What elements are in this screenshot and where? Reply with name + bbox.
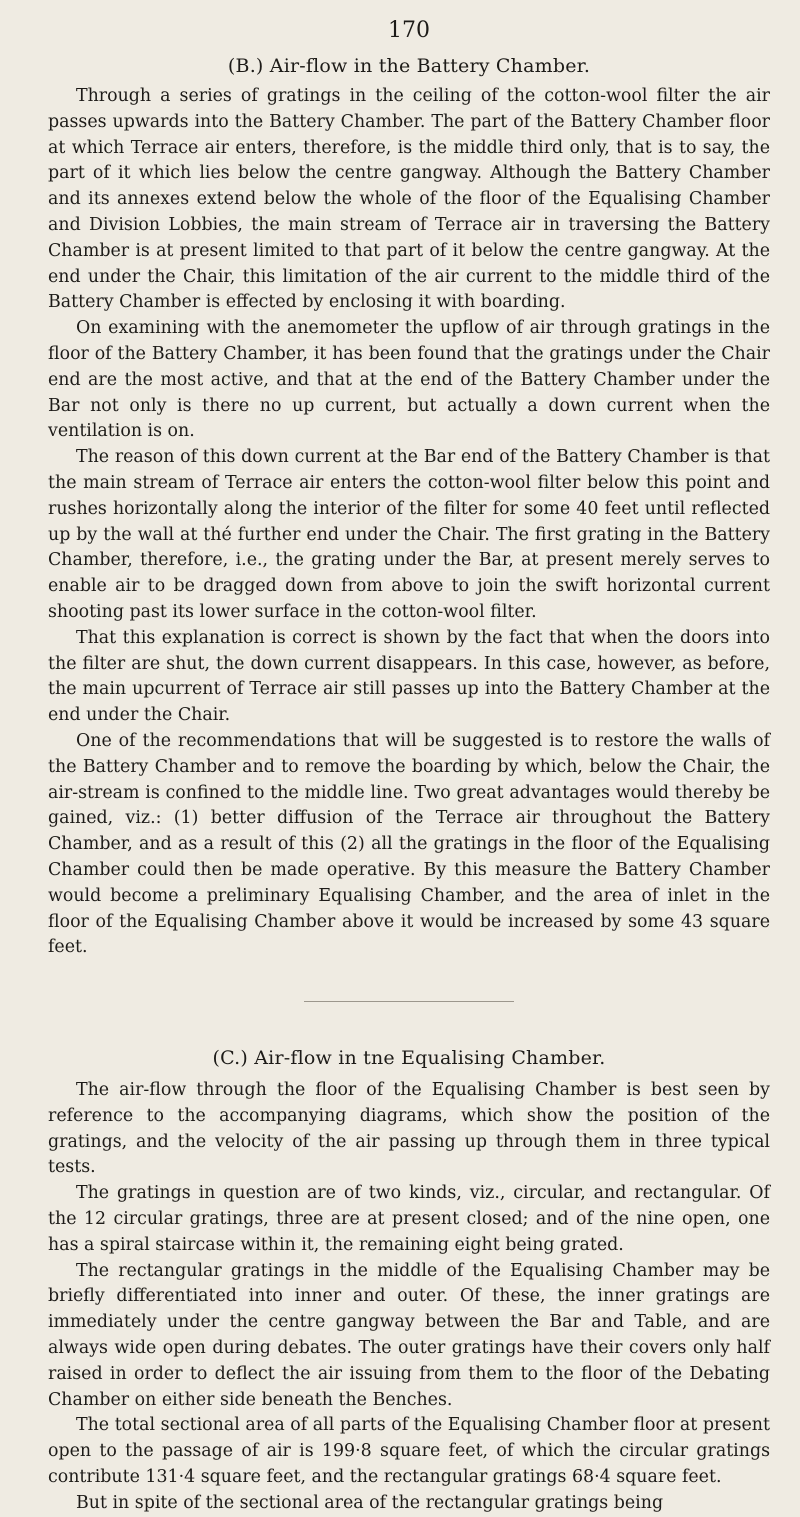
section-heading: (B.) Air-flow in the Battery Chamber. [227, 55, 591, 77]
paragraph: The gratings in question are of two kinds, viz., circular, and rectangular. Of the 12 circular gratings, three are at present closed; and of the nine open, one has a spiral staircase within it, the remaining eight being grated. [48, 1183, 770, 1255]
paragraph: On examining with the anemometer the upflow of air through gratings in the floor of the Battery Chamber, it has been found that the gratings under the Chair end are the most active, and that at the end of the Battery Chamber under the Bar not only is there no up current, but actually a down current when the ventilation is on. [48, 318, 770, 442]
paragraph: One of the recommendations that will be suggested is to restore the walls of the Battery Chamber and to remove the boarding by which, below the Chair, the air-stream is confined to the middle line. Two great advantages would thereby be gained, viz.: (1) better diffusion of the Terrace air throughout the Battery Chamber, and as a result of this (2) all the gratings in the floor of the Equalising Chamber could then be made operative. By this measure the Battery Chamber would become a preliminary Equalising Chamber, and the area of inlet in the floor of the Equalising Chamber above it would be increased by some 43 square feet. [48, 730, 770, 958]
section-air-flow-equalising-chamber [48, 1046, 770, 1517]
section-divider [304, 1001, 514, 1002]
paragraph: But in spite of the sectional area of the rectangular gratings being [76, 1492, 664, 1513]
paragraph: Through a series of gratings in the ceiling of the cotton-wool filter the air passes upwards into the Battery Chamber. The part of the Battery Chamber floor at which Terrace air enters, therefore, is the middle third only, that is to say, the part of it which lies below the centre gangway. Although the Battery Chamber and its annexes extend below the whole of the floor of the Equalising Chamber and Division Lobbies, the main stream of Terrace air in traversing the Battery Chamber is at present limited to that part of it below the centre gangway. At the end under the Chair, this limitation of the air current to the middle third of the Battery Chamber is effected by enclosing it with boarding. [48, 86, 770, 313]
paragraph: That this explanation is correct is shown by the fact that when the doors into the filter are shut, the down current disappears. In this case, however, as before, the main upcurrent of Terrace air still passes up into the Battery Chamber at the end under the Chair. [48, 627, 770, 726]
section-heading: (C.) Air-flow in tne Equalising Chamber. [212, 1047, 606, 1070]
paragraph: The reason of this down current at the Bar end of the Battery Chamber is that the main stream of Terrace air enters the cotton-wool filter below this point and rushes horizontally along the interior of the filter for some 40 feet until reflected up by the wall at thé further end under the Chair. The first grating in the Battery Chamber, therefore, i.e., the grating under the Bar, at present merely serves to enable air to be dragged down from above to join the swift horizontal current shooting past its lower surface in the cotton-wool filter. [48, 447, 770, 622]
paragraph: The rectangular gratings in the middle of the Equalising Chamber may be briefly differentiated into inner and outer. Of these, the inner gratings are immediately under the centre gangway between the Bar and Table, and are always wide open during debates. The outer gratings have their covers only half raised in order to deflect the air issuing from them to the floor of the Debating Chamber on either side beneath the Benches. [48, 1260, 770, 1410]
page-number: 170 [388, 18, 430, 43]
paragraph: The total sectional area of all parts of the Equalising Chamber floor at present open to the passage of air is 199·8 square feet, of which the circular gratings contribute 131·4 square feet, and the rectangular gratings 68·4 square feet. [48, 1415, 770, 1488]
paragraph: The air-flow through the floor of the Equalising Chamber is best seen by reference to the accompanying diagrams, which show the position of the gratings, and the velocity of the air passing up through them in three typical tests. [48, 1080, 770, 1178]
section-air-flow-battery-chamber [48, 54, 770, 961]
